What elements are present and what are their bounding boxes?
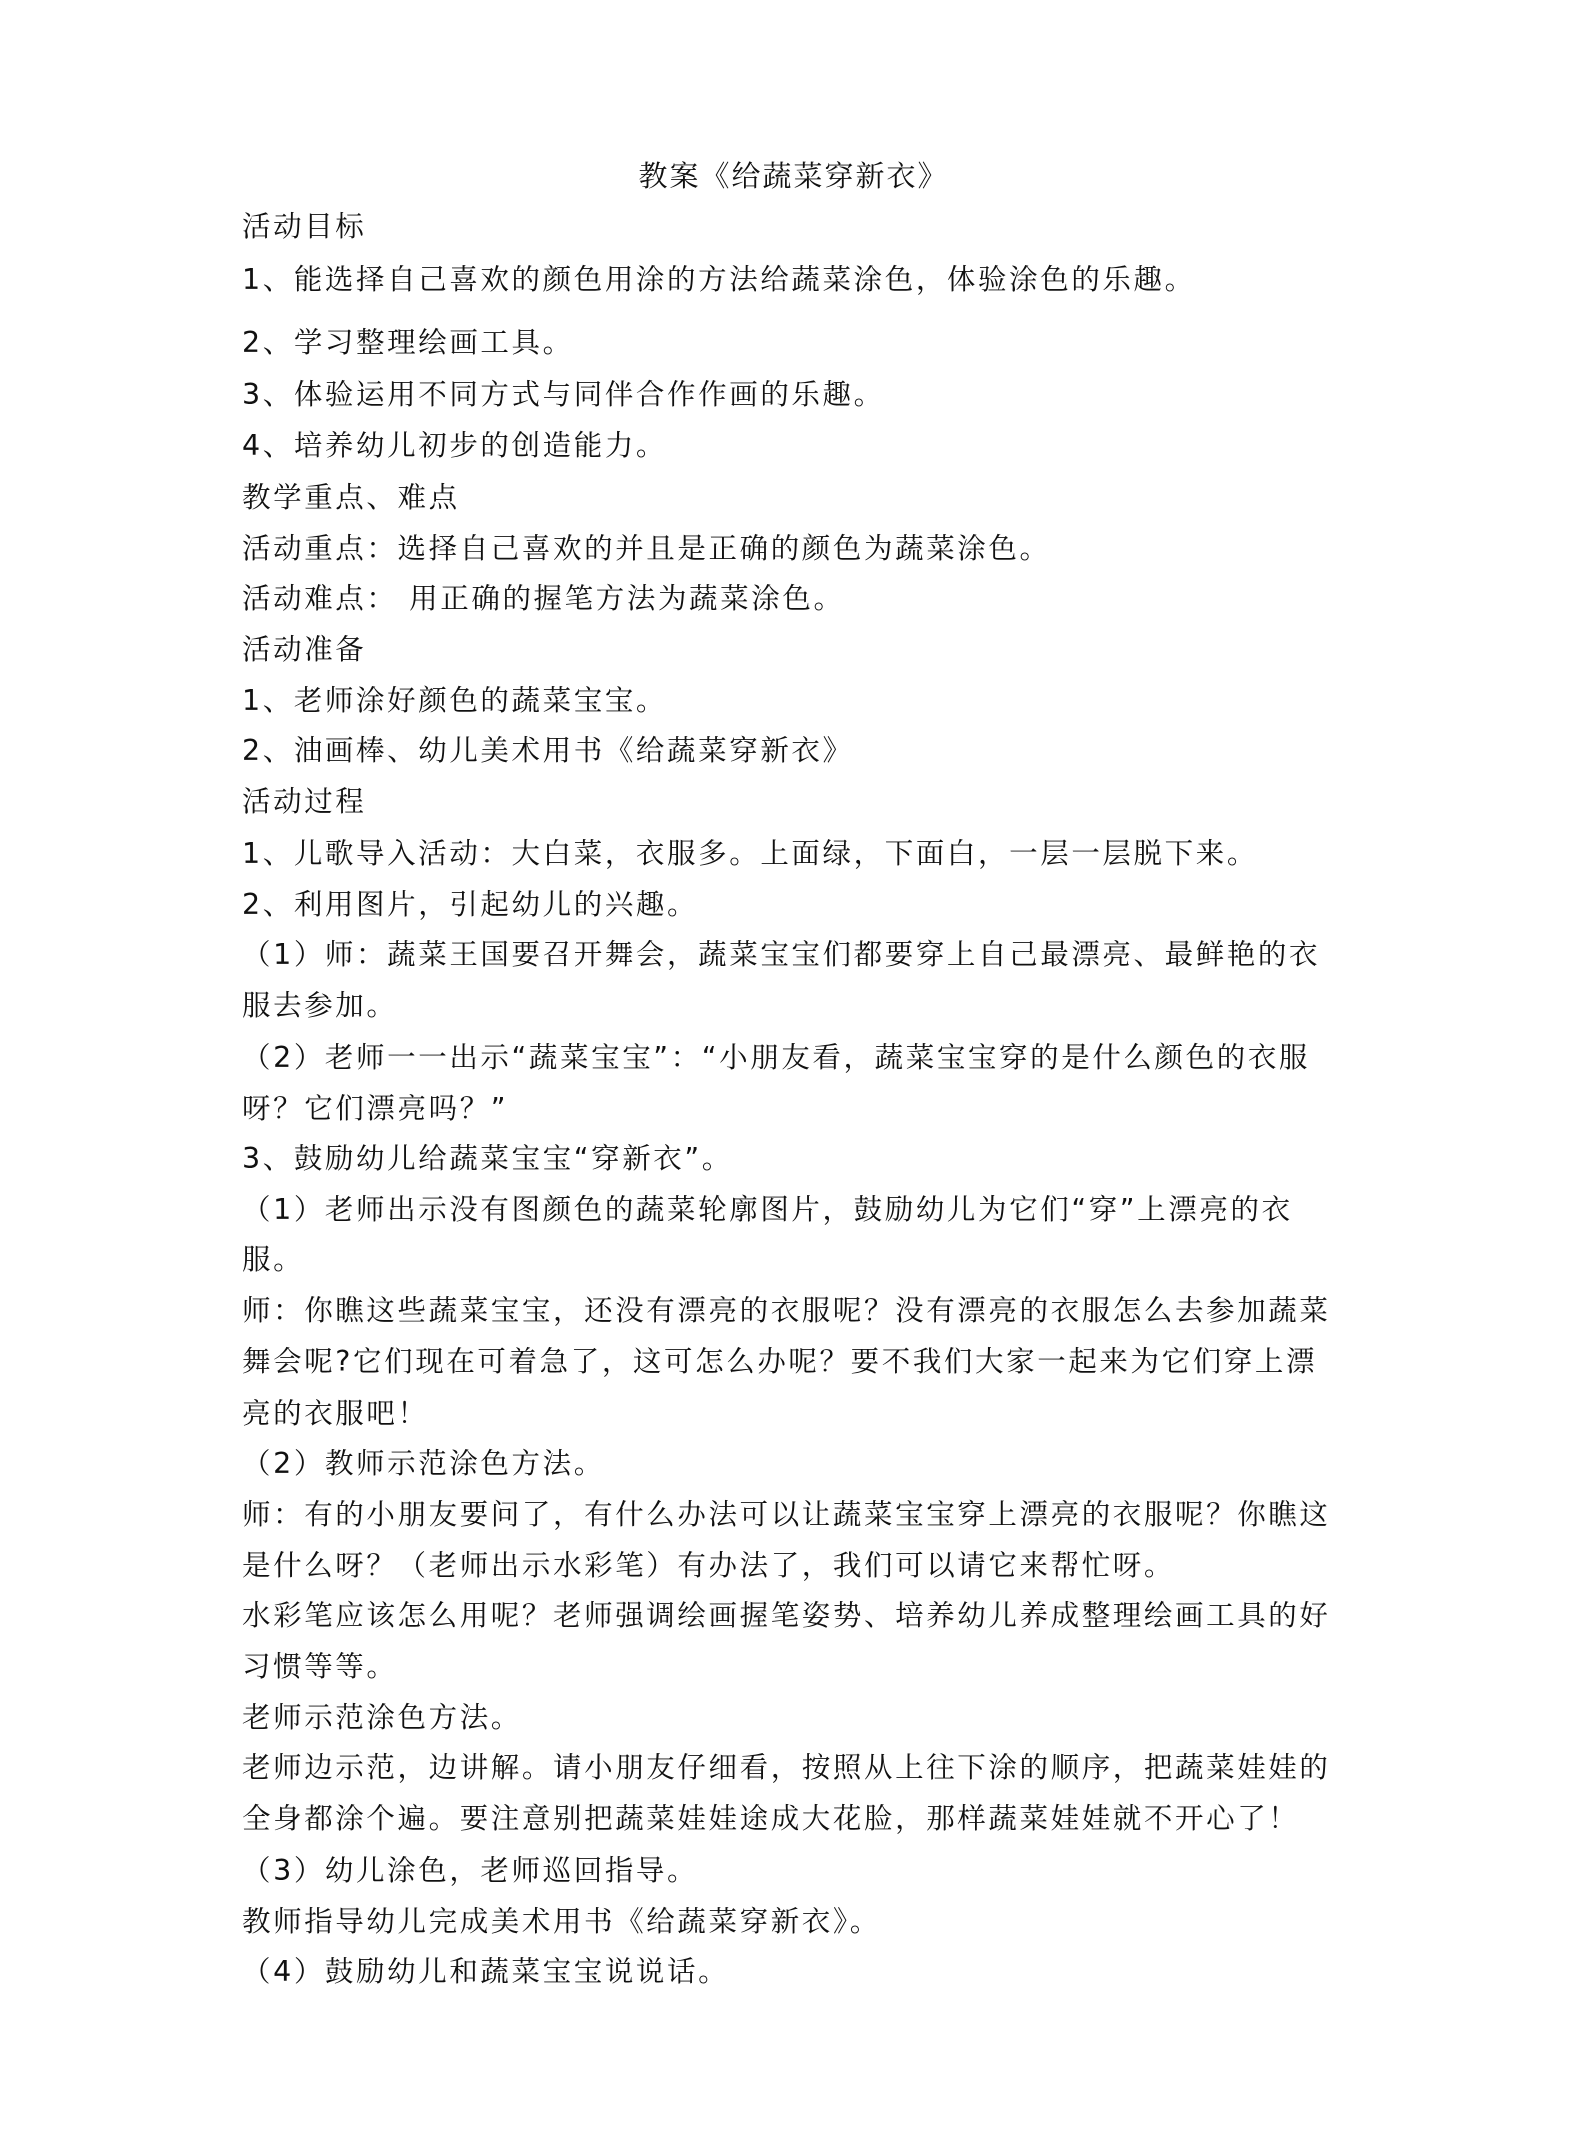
list-item: 3、体验运用不同方式与同伴合作作画的乐趣。: [242, 377, 885, 411]
document-title: 教案《给蔬菜穿新衣》: [638, 159, 949, 193]
list-item: 1、儿歌导入活动：大白菜，衣服多。上面绿，下面白，一层一层脱下来。: [242, 836, 1258, 870]
paragraph-line: 老师示范涂色方法。: [242, 1700, 522, 1734]
list-item: 4、培养幼儿初步的创造能力。: [242, 428, 668, 462]
paragraph-line: 师：你瞧这些蔬菜宝宝，还没有漂亮的衣服呢？没有漂亮的衣服怎么去参加蔬菜: [242, 1293, 1331, 1327]
paragraph-line: （1）师：蔬菜王国要召开舞会，蔬菜宝宝们都要穿上自己最漂亮、最鲜艳的衣: [242, 937, 1321, 971]
section-heading: 活动准备: [242, 632, 367, 666]
paragraph-line: 亮的衣服吧！: [242, 1396, 429, 1430]
paragraph-line: 老师边示范，边讲解。请小朋友仔细看，按照从上往下涂的顺序，把蔬菜娃娃的: [242, 1750, 1331, 1784]
paragraph-line: 师：有的小朋友要问了，有什么办法可以让蔬菜宝宝穿上漂亮的衣服呢？你瞧这: [242, 1497, 1331, 1531]
paragraph-line: 服去参加。: [242, 988, 398, 1022]
paragraph-line: 是什么呀？（老师出示水彩笔）有办法了，我们可以请它来帮忙呀。: [242, 1548, 1176, 1582]
paragraph-line: （2）老师一一出示“蔬菜宝宝”：“小朋友看，蔬菜宝宝穿的是什么颜色的衣服: [242, 1040, 1311, 1074]
paragraph-line: 习惯等等。: [242, 1649, 398, 1683]
section-heading: 活动目标: [242, 209, 367, 243]
paragraph-line: （4）鼓励幼儿和蔬菜宝宝说说话。: [242, 1954, 730, 1988]
list-item: 3、鼓励幼儿给蔬菜宝宝“穿新衣”。: [242, 1141, 733, 1175]
paragraph-line: 呀？它们漂亮吗？”: [242, 1091, 509, 1125]
list-item: 1、老师涂好颜色的蔬菜宝宝。: [242, 683, 668, 717]
paragraph-line: 水彩笔应该怎么用呢？老师强调绘画握笔姿势、培养幼儿养成整理绘画工具的好: [242, 1598, 1331, 1632]
paragraph-line: （3）幼儿涂色，老师巡回指导。: [242, 1853, 699, 1887]
list-item: 2、利用图片，引起幼儿的兴趣。: [242, 887, 699, 921]
paragraph-line: 服。: [242, 1242, 305, 1276]
paragraph-line: （2）教师示范涂色方法。: [242, 1446, 605, 1480]
paragraph-line: 教师指导幼儿完成美术用书《给蔬菜穿新衣》。: [242, 1904, 881, 1938]
paragraph-line: （1）老师出示没有图颜色的蔬菜轮廓图片，鼓励幼儿为它们“穿”上漂亮的衣: [242, 1192, 1293, 1226]
section-heading: 活动过程: [242, 784, 367, 818]
list-item: 2、学习整理绘画工具。: [242, 325, 574, 359]
section-heading: 教学重点、难点: [242, 480, 460, 514]
paragraph-line: 舞会呢?它们现在可着急了，这可怎么办呢？要不我们大家一起来为它们穿上漂: [242, 1344, 1318, 1378]
list-item: 1、能选择自己喜欢的颜色用涂的方法给蔬菜涂色，体验涂色的乐趣。: [242, 262, 1196, 296]
list-item: 2、油画棒、幼儿美术用书《给蔬菜穿新衣》: [242, 733, 854, 767]
paragraph-line: 活动难点： 用正确的握笔方法为蔬菜涂色。: [242, 581, 845, 615]
paragraph-line: 全身都涂个遍。要注意别把蔬菜娃娃途成大花脸，那样蔬菜娃娃就不开心了！: [242, 1801, 1300, 1835]
paragraph-line: 活动重点：选择自己喜欢的并且是正确的颜色为蔬菜涂色。: [242, 531, 1051, 565]
